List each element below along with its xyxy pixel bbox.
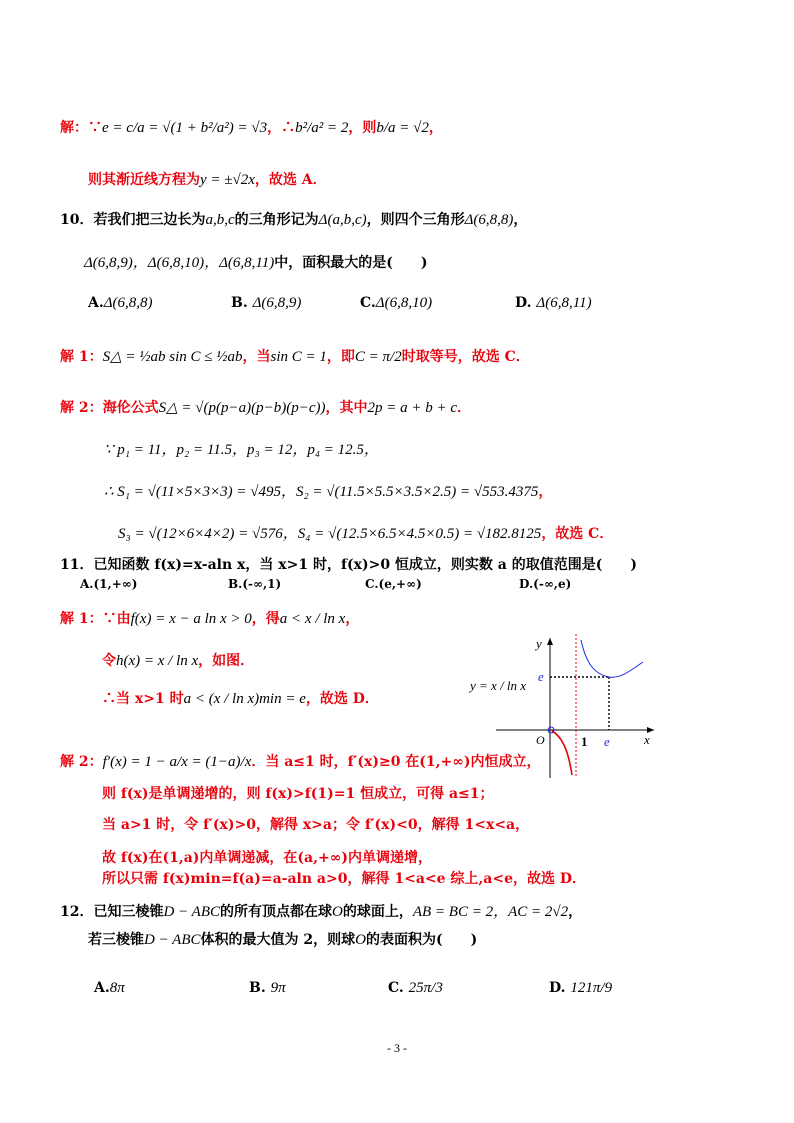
option-value: 121π/9 [570,980,613,996]
q10-option-b [231,295,301,312]
q11-derivative: f′(x) = 1 − a/x = (1−a)/x [102,754,252,770]
q10-sol-text: 时取等号，故选 C． [401,349,530,365]
option-value: Δ(6,8,8) [103,295,153,311]
option-value: 8π [109,980,125,996]
option-value: Δ(6,8,11) [536,295,592,311]
q11-option-c [365,577,422,591]
q11-sol-text: 令 [102,653,116,669]
q11-solution2-line5 [102,869,586,889]
curve-right-branch [581,640,643,677]
q11-solution1-line2 [102,651,254,671]
q9-text: 则其渐近线方程为 [88,172,200,188]
option-label: D. [519,577,534,591]
q11-sol-math: f(x) = x − a ln x > 0 [130,611,252,627]
q11-sol-text: 解 1：∵由 [60,611,131,627]
q12-text: 若三棱锥 [88,932,144,948]
q12-text: 体积的最大值为 2，则球 [200,932,356,948]
q11-option-a [80,577,137,591]
q11-sol-text: ，故选 D． [305,691,379,707]
page-number: - 3 - [387,1041,407,1055]
option-label: B. [231,295,248,311]
q11-sol-text: 解 2： [60,754,103,770]
y-axis-arrow-icon [547,638,553,645]
q12-math: O [332,904,343,920]
q10-sol-text: ，当 [242,349,271,365]
q12-option-b [249,980,286,997]
q10-math: Δ(6,8,8) [464,212,514,228]
q11-stem [60,555,637,575]
q12-math: D − ABC [163,904,220,920]
function-label: y = x / ln x [470,678,527,693]
option-value: Δ(6,8,9) [252,295,302,311]
x-axis-label: x [644,732,650,747]
q11-solution1-line3 [102,689,379,709]
q12-math: AB = BC = 2，AC = 2√2 [412,904,569,920]
q9-text: ， [428,120,443,136]
q11-sol-text: 故 f(x)在(1,a)内单调递减，在(a,+∞)内单调递增， [102,850,433,866]
q9-math-ratio: b²/a² = 2 [295,120,349,136]
q9-asymptote: y = ±√2x [200,172,255,188]
q9-text: ，故选 A． [254,172,327,188]
q11-solution2-line2 [102,784,494,804]
option-label: C. [388,980,404,996]
option-label: A. [94,980,110,996]
q12-option-d [549,980,612,997]
q10-heron-formula: S△ = √(p(p−a)(p−b)(p−c)) [158,400,326,416]
q9-text: ，则 [348,120,377,136]
q11-sol-text: ．当 a≤1 时，f′(x)≥0 在(1,+∞)内恒成立， [251,754,541,770]
tick-e-label: e [604,734,610,749]
q12-text: 的球面上， [342,904,413,920]
q11-option-d [519,577,571,591]
option-label: A. [88,295,104,311]
q11-solution2-line1 [60,752,541,772]
q10-sol-text: ， [538,484,553,500]
option-value: (1,+∞) [93,577,138,591]
q10-math: Δ(6,8,9)，Δ(6,8,10)，Δ(6,8,11) [84,255,275,271]
q10-solution1 [60,347,530,367]
origin-label: O [536,733,545,747]
q11-sol-text: ，如图． [198,653,255,669]
q10-text: ，则四个三角形 [366,212,465,228]
q10-sol-text: ，即 [326,349,355,365]
option-value: 25π/3 [408,980,443,996]
q9-math-ba: b/a = √2 [376,120,429,136]
q9-solution-line1 [60,118,443,138]
q11-text: 11．已知函数 f(x)=x-aln x，当 x>1 时，f(x)>0 恒成立，则实数 a 的取值范围是( ) [60,557,637,573]
q12-stem-line1 [60,902,582,922]
q10-sol-text: ，其中 [325,400,368,416]
q11-sol-math: h(x) = x / ln x [116,653,199,669]
q11-sol-text: 所以只需 f(x)min=f(a)=a-aln a>0，解得 1<a<e 综上,a<e，故选 D． [102,871,586,887]
q9-math-e: e = c/a = √(1 + b²/a²) = √3 [102,120,268,136]
y-e-label: e [538,669,544,684]
q11-sol-text: ， [345,611,360,627]
option-label: D. [549,980,566,996]
q11-sol-text: ∴当 x>1 时 [102,691,184,707]
q10-sol-math: sin C = 1 [270,349,327,365]
q9-label: 解：∵ [60,120,102,136]
option-label: B. [228,577,243,591]
q12-option-a [94,980,125,997]
curve-left-branch [552,731,572,775]
option-value: (e,+∞) [378,577,422,591]
q10-stem-line1 [60,210,527,230]
q12-math: O [355,932,366,948]
q10-sol-text: ． [457,400,472,416]
q10-stem-line2 [84,253,428,273]
option-label: C. [360,295,376,311]
q10-text: 中，面积最大的是( ) [274,255,428,271]
q12-text: ， [568,904,583,920]
option-value: (-∞,e) [533,577,572,591]
q10-option-d [515,295,592,312]
q10-solution2-s34 [118,524,613,544]
q10-text: ， [513,212,528,228]
q12-text: 的所有顶点都在球 [220,904,332,920]
q11-sol-math: a < (x / ln x)min = e [183,691,306,707]
q10-solution2-s12 [104,482,552,502]
q10-sol-text: 解 1： [60,349,103,365]
q11-sol-math: a < x / ln x [279,611,346,627]
q10-solution2-p-values [104,440,379,460]
q9-solution-line2 [88,170,327,190]
option-label: B. [249,980,266,996]
q10-sol-math: ∴ S₁ = √(11×5×3×3) = √495，S₂ = √(11.5×5.5×3.5×2.5) = √553.4375 [104,484,539,500]
q11-sol-text: ，得 [251,611,280,627]
option-value: (-∞,1) [242,577,282,591]
q10-sol-math: C = π/2 [354,349,402,365]
q10-solution2 [60,398,471,418]
q12-stem-line2 [88,930,477,950]
q10-text: 的三角形记为 [234,212,319,228]
option-label: A. [80,577,94,591]
q10-sol-text: 解 2：海伦公式 [60,400,159,416]
q10-option-c [360,295,432,312]
option-value: 9π [270,980,286,996]
option-label: C. [365,577,379,591]
q11-sol-text: 则 f(x)是单调递增的，则 f(x)>f(1)=1 恒成立，可得 a≤1； [102,786,494,802]
q12-math: D − ABC [144,932,201,948]
q11-solution2-line3 [102,815,529,835]
q12-option-c [388,980,443,997]
q11-solution1-line1 [60,609,359,629]
q9-text: ，∴ [267,120,296,136]
q12-text: 的表面积为( ) [365,932,478,948]
q10-sol-math: S△ = ½ab sin C ≤ ½ab [102,349,243,365]
q10-sol-text: ，故选 C． [541,526,614,542]
y-axis-label: y [536,636,542,651]
option-label: D. [515,295,532,311]
q10-text: 10．若我们把三边长为 [60,212,206,228]
q10-sol-math: S₃ = √(12×6×4×2) = √576，S₄ = √(12.5×6.5×4.5×0.5) = √182.8125 [118,526,542,542]
q12-text: 12．已知三棱锥 [60,904,164,920]
tick-1-label: 1 [581,734,588,749]
q11-solution2-line4 [102,848,432,868]
q10-math: Δ(a,b,c) [318,212,367,228]
q10-sol-math: ∵ p₁ = 11，p₂ = 11.5，p₃ = 12，p₄ = 12.5， [104,442,379,458]
q10-math: a,b,c [205,212,235,228]
q10-sol-math: 2p = a + b + c [367,400,458,416]
q11-option-b [228,577,281,591]
option-value: Δ(6,8,10) [375,295,433,311]
q10-option-a [88,295,153,312]
q11-sol-text: 当 a>1 时，令 f′(x)>0，解得 x>a；令 f′(x)<0，解得 1<x<a， [102,817,530,833]
